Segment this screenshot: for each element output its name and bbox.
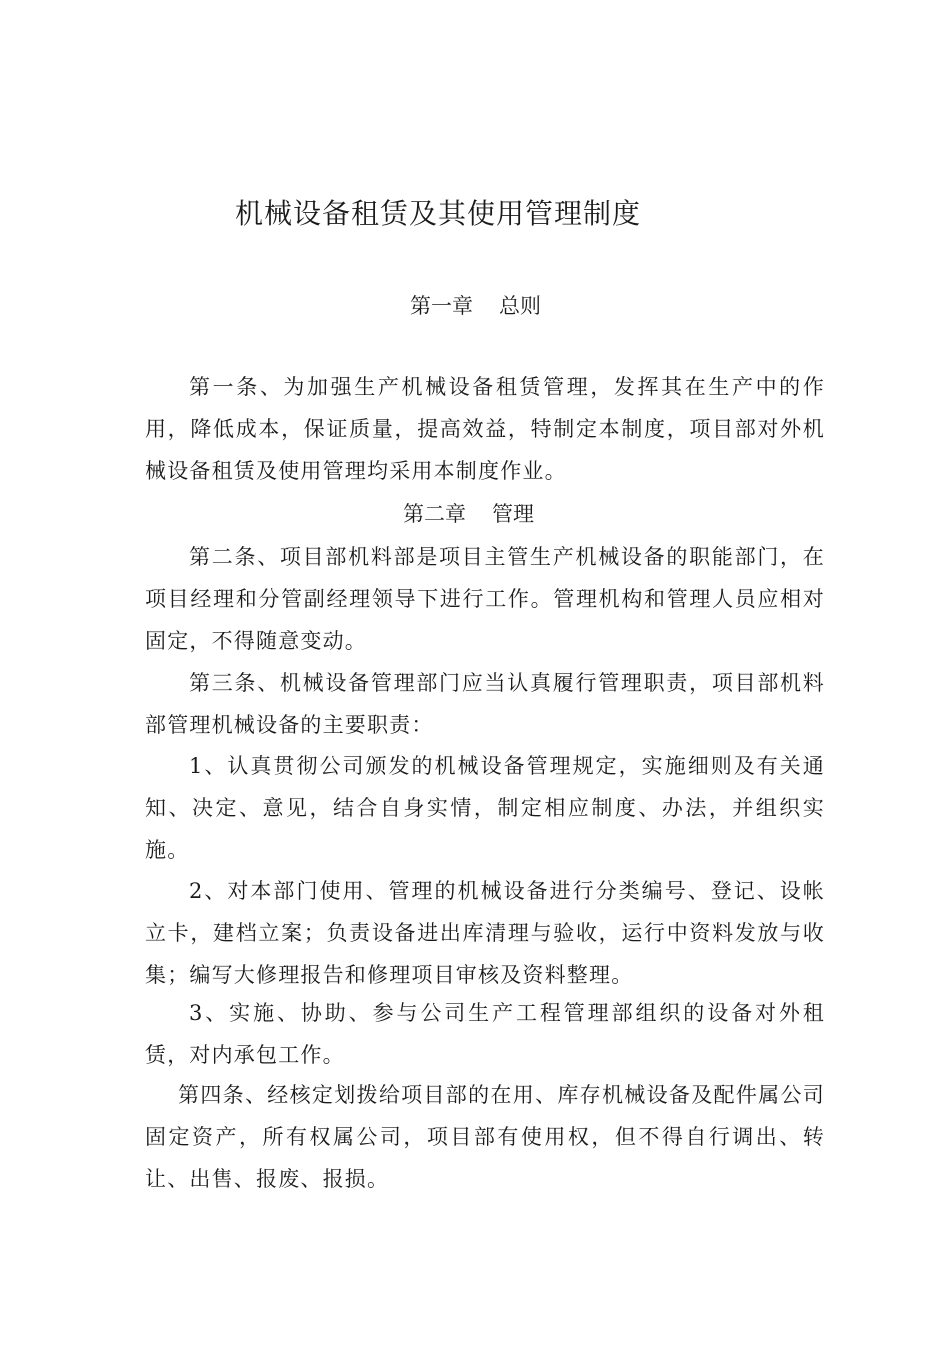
chapter-1-heading bbox=[410, 290, 541, 320]
chapter-2-name: 管理 bbox=[492, 502, 534, 526]
article-3: 第三条、机械设备管理部门应当认真履行管理职责，项目部机料部管理机械设备的主要职责： bbox=[145, 671, 825, 737]
article-1: 第一条、为加强生产机械设备租赁管理，发挥其在生产中的作用，降低成本，保证质量，提高效益，特制定本制度，项目部对外机械设备租赁及使用管理均采用本制度作业。 bbox=[145, 375, 825, 483]
duty-item-3: 3、实施、协助、参与公司生产工程管理部组织的设备对外租赁，对内承包工作。 bbox=[145, 1001, 825, 1067]
chapter-1-number: 第一章 bbox=[410, 294, 473, 318]
duty-item-2: 2、对本部门使用、管理的机械设备进行分类编号、登记、设帐立卡，建档立案；负责设备进出库清理与验收，运行中资料发放与收集；编写大修理报告和修理项目审核及资料整理。 bbox=[145, 879, 825, 987]
chapter-2-number: 第二章 bbox=[403, 502, 466, 526]
duty-item-1: 1、认真贯彻公司颁发的机械设备管理规定，实施细则及有关通知、决定、意见，结合自身实情，制定相应制度、办法，并组织实施。 bbox=[145, 754, 825, 862]
article-4: 第四条、经核定划拨给项目部的在用、库存机械设备及配件属公司固定资产，所有权属公司，项目部有使用权，但不得自行调出、转让、出售、报废、报损。 bbox=[145, 1083, 825, 1191]
chapter-2-heading bbox=[403, 498, 534, 528]
chapter-1-name: 总则 bbox=[499, 294, 541, 318]
article-2: 第二条、项目部机料部是项目主管生产机械设备的职能部门，在项目经理和分管副经理领导下进行工作。管理机构和管理人员应相对固定，不得随意变动。 bbox=[145, 545, 825, 653]
document-title: 机械设备租赁及其使用管理制度 bbox=[235, 197, 642, 230]
